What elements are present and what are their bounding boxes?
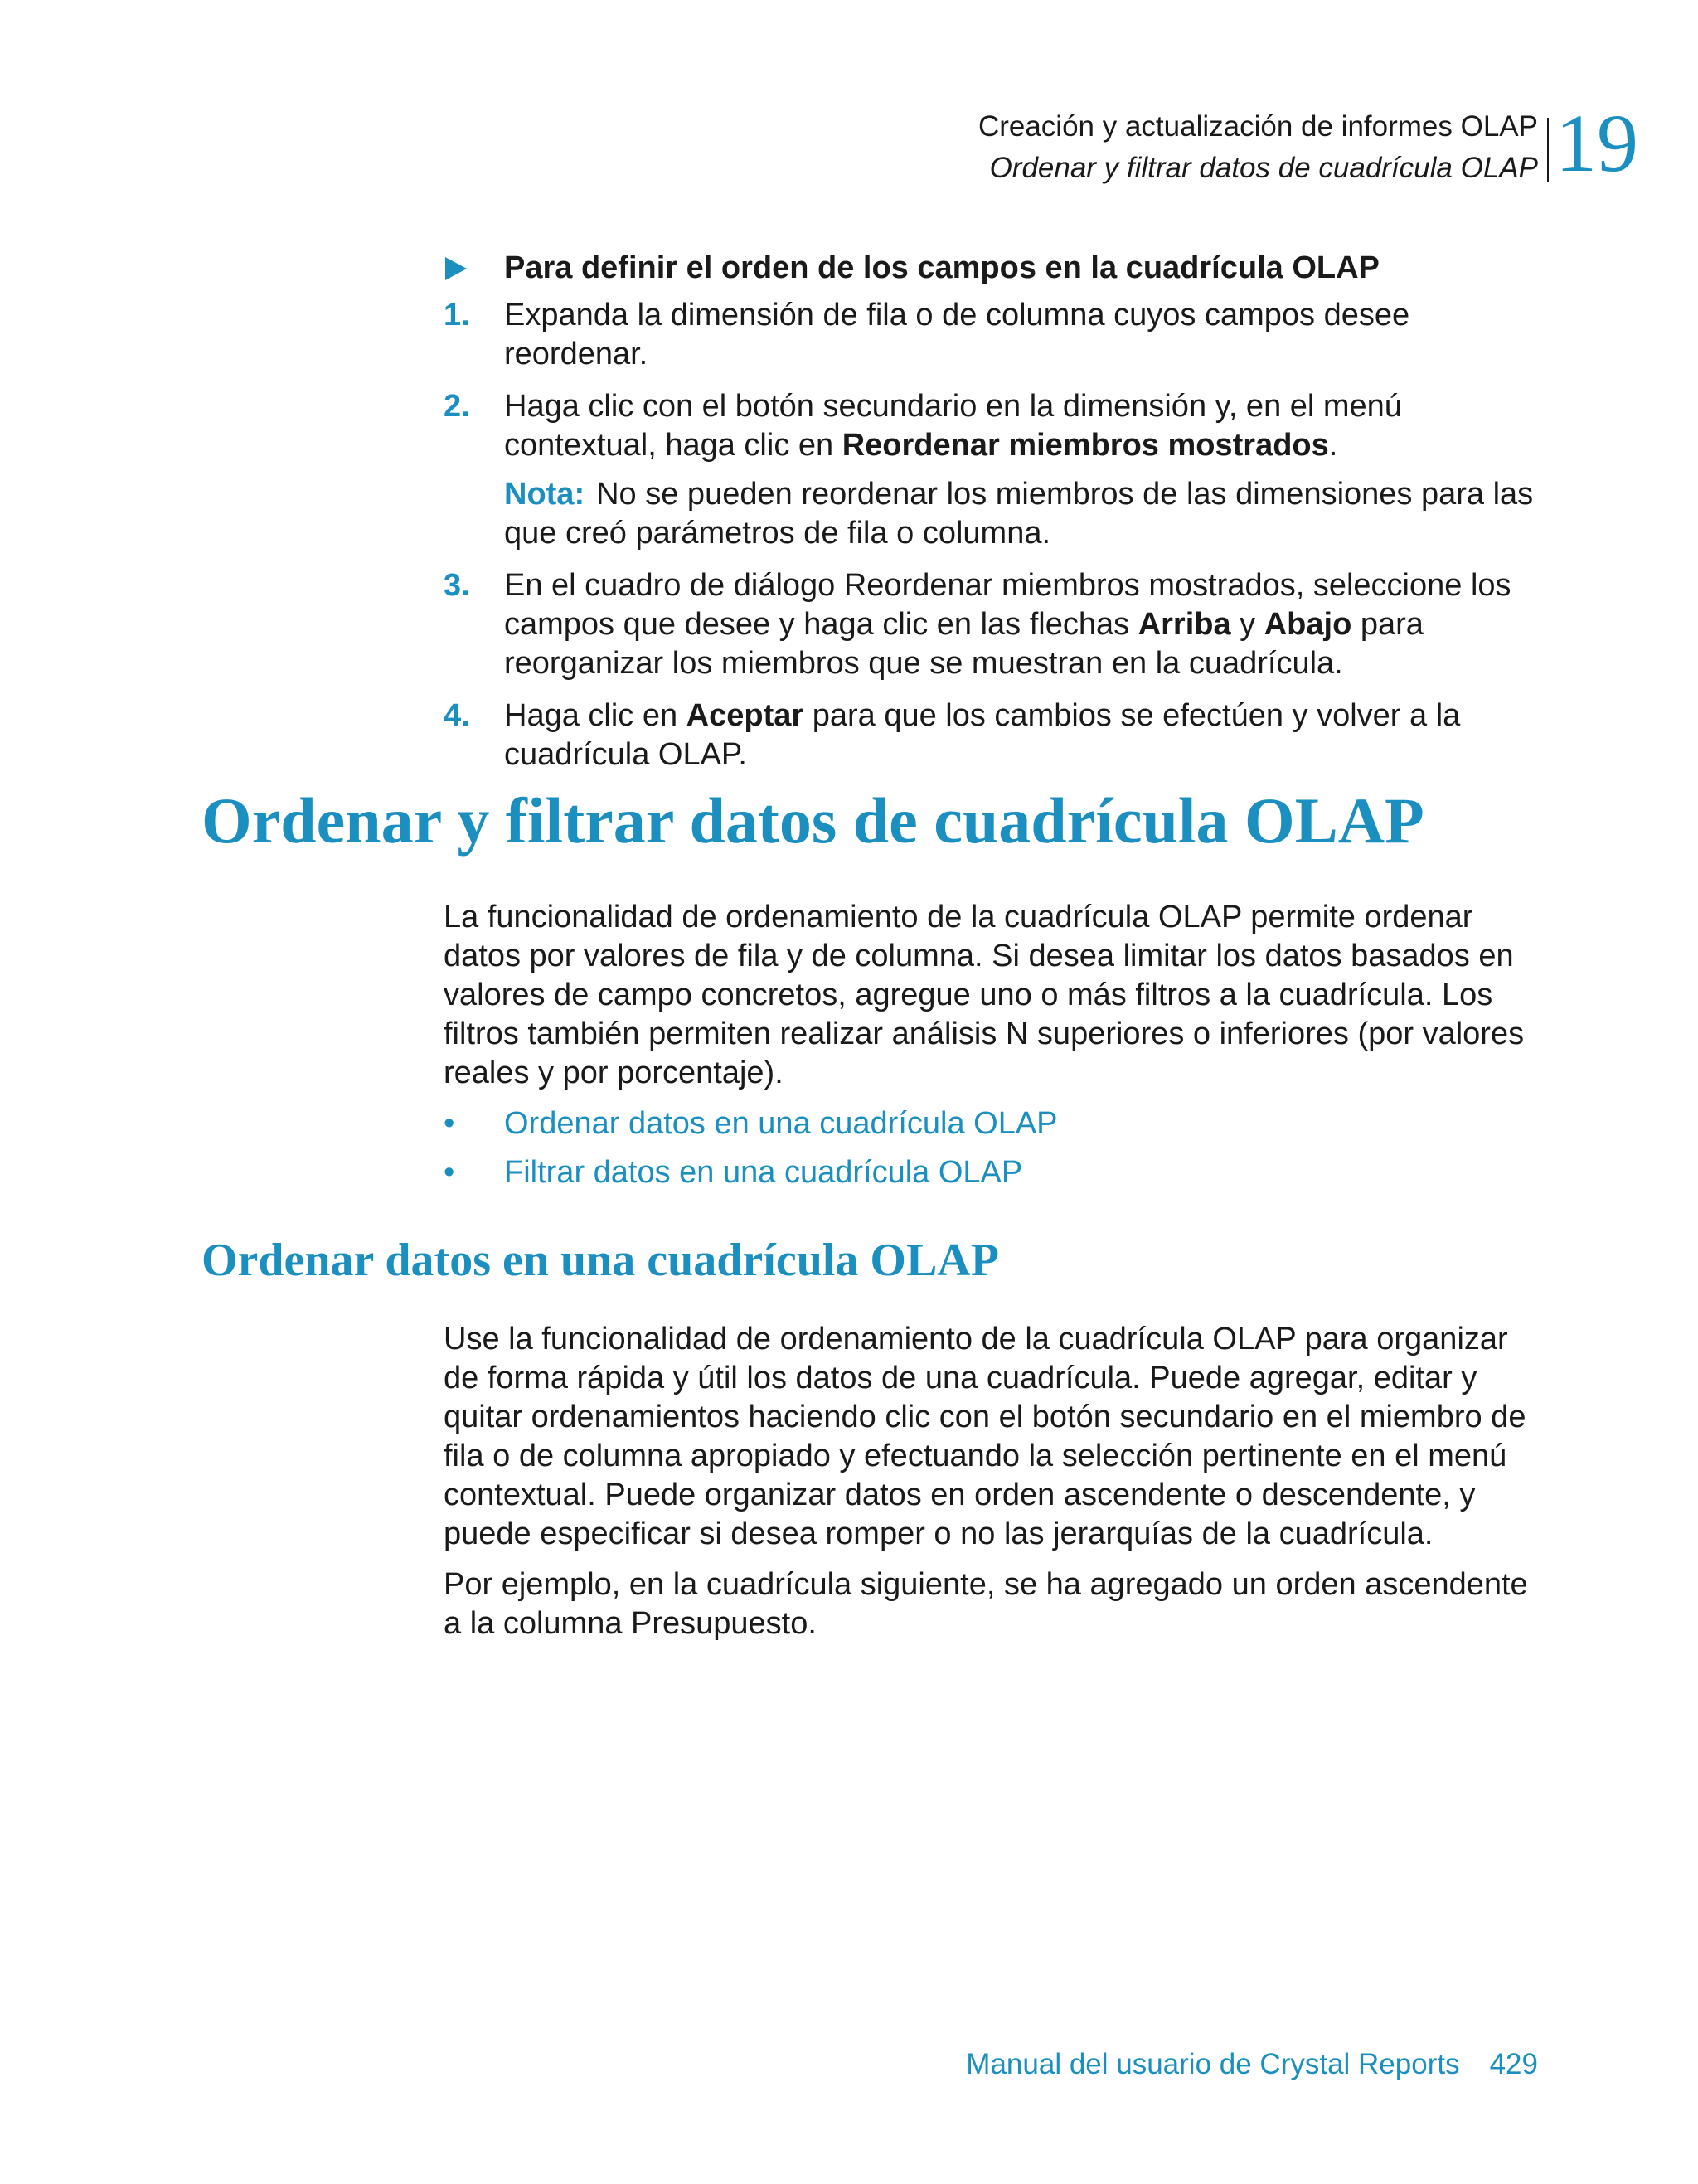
bullet-icon: •	[444, 1106, 455, 1141]
step-text: y	[1230, 607, 1264, 642]
step-text: Haga clic con el botón secundario en la dimensión y, en el menú contextual, haga clic en	[504, 389, 1402, 463]
step-text: para que los cambios se efectúen y volver a la cuadrícula OLAP.	[504, 698, 1461, 772]
note	[444, 475, 1538, 553]
procedure-heading-text: Para definir el orden de los campos en la cuadrícula OLAP	[504, 250, 1380, 285]
procedure-heading	[444, 249, 1538, 288]
procedure	[444, 249, 1538, 788]
step-number: 3.	[444, 568, 470, 603]
paragraph: Use la funcionalidad de ordenamiento de la cuadrícula OLAP para organizar de forma rápida y útil los datos de una cuadrícula. Puede agregar, editar y quitar ordenamientos haciendo clic con el botón secundario en el miembro de fila o de columna apropiado y efectuando la selección pertinente en el menú contextual. Puede organizar datos en orden ascendente o descendente, y puede especificar si desea romper o no las jerarquías de la cuadrícula.	[444, 1322, 1526, 1551]
step-text-bold: Aceptar	[686, 698, 804, 733]
step-number: 1.	[444, 298, 470, 332]
section-heading: Ordenar y filtrar datos de cuadrícula OLAP	[201, 784, 1424, 857]
running-header	[978, 106, 1538, 189]
link-text[interactable]: Filtrar datos en una cuadrícula OLAP	[504, 1155, 1023, 1190]
procedure-step-1	[444, 296, 1538, 374]
intro-paragraph: La funcionalidad de ordenamiento de la cuadrícula OLAP permite ordenar datos por valores de fila y de columna. Si desea limitar los datos basados en valores de campo concretos, agregue uno o más filtros a la cuadrícula. Los filtros también permiten realizar análisis N superiores o inferiores (por valores reales y por porcentaje).	[444, 900, 1525, 1090]
right-triangle-icon	[445, 257, 467, 280]
chapter-number: 19	[1555, 97, 1638, 189]
step-number: 4.	[444, 698, 470, 733]
bullet-icon: •	[444, 1155, 455, 1190]
procedure-step-2	[444, 387, 1538, 465]
manual-title: Manual del usuario de Crystal Reports	[966, 2048, 1460, 2080]
chapter-title: Creación y actualización de informes OLAP	[978, 110, 1538, 143]
step-text: En el cuadro de diálogo Reordenar miembros mostrados, seleccione los campos que desee y haga clic en las flechas	[504, 568, 1511, 642]
page-number: 429	[1489, 2048, 1538, 2080]
procedure-step-4	[444, 696, 1538, 774]
step-text-bold: Abajo	[1264, 607, 1352, 642]
note-label: Nota:	[504, 477, 585, 512]
step-text: Expanda la dimensión de fila o de columna cuyos campos desee reordenar.	[504, 298, 1410, 371]
step-text: Haga clic en	[504, 698, 686, 733]
procedure-step-3	[444, 566, 1538, 683]
step-text-bold: Arriba	[1138, 607, 1231, 642]
page-footer	[966, 2046, 1538, 2083]
header-divider	[1547, 118, 1549, 182]
section-title: Ordenar y filtrar datos de cuadrícula OLAP	[989, 152, 1538, 184]
topic-link-list	[444, 1104, 1546, 1192]
topic-link-sort[interactable]	[444, 1104, 1546, 1143]
subsection-body	[444, 1320, 1546, 1655]
step-text: .	[1328, 428, 1338, 463]
step-number: 2.	[444, 389, 470, 424]
step-text: para reorganizar los miembros que se muestran en la cuadrícula.	[504, 607, 1424, 681]
topic-link-filter[interactable]	[444, 1153, 1546, 1192]
subsection-heading: Ordenar datos en una cuadrícula OLAP	[201, 1235, 999, 1286]
section-body	[444, 898, 1546, 1202]
note-text: No se pueden reordenar los miembros de las dimensiones para las que creó parámetros de fila o columna.	[504, 477, 1534, 551]
paragraph: Por ejemplo, en la cuadrícula siguiente, se ha agregado un orden ascendente a la columna Presupuesto.	[444, 1567, 1528, 1641]
step-text-bold: Reordenar miembros mostrados	[842, 428, 1329, 463]
link-text[interactable]: Ordenar datos en una cuadrícula OLAP	[504, 1106, 1058, 1141]
